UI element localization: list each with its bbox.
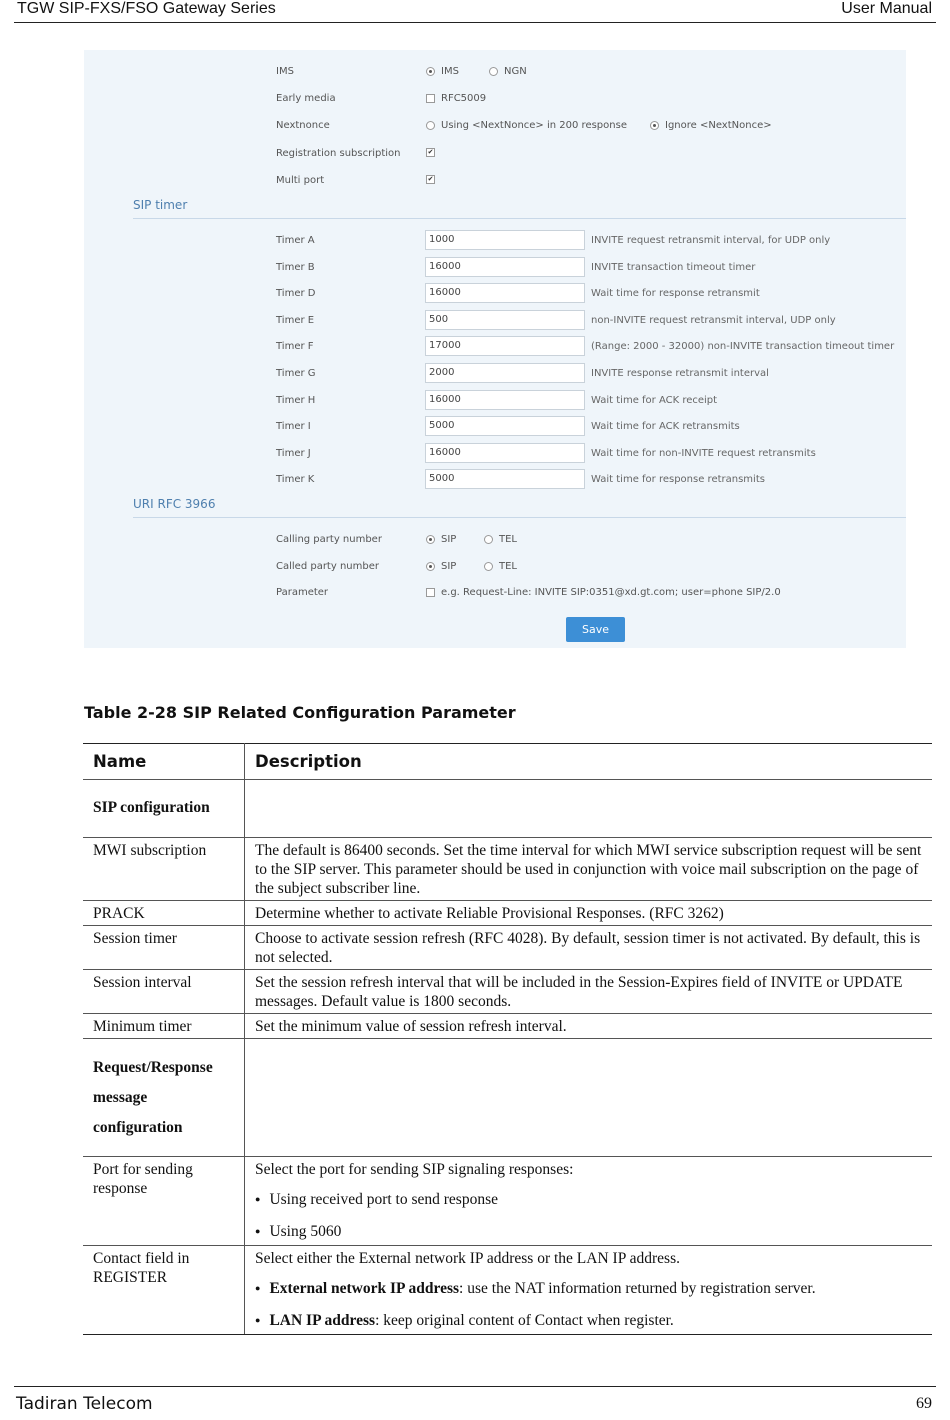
bullet-text: Using received port to send response	[269, 1191, 499, 1208]
timer-row	[84, 283, 906, 305]
timer-row	[84, 230, 906, 252]
radio-label: TEL	[499, 561, 517, 572]
timer-input[interactable]: 2000	[425, 363, 585, 383]
parameter-example: e.g. Request-Line: INVITE SIP:0351@xd.gt.com; user=phone SIP/2.0	[441, 587, 781, 598]
timer-row	[84, 310, 906, 332]
timer-input[interactable]: 5000	[425, 469, 585, 489]
timer-description: INVITE transaction timeout timer	[591, 261, 756, 273]
bullet-item	[255, 1311, 922, 1332]
checkbox-option[interactable]	[426, 148, 441, 157]
timer-label: Timer B	[276, 261, 315, 273]
footer-company: Tadiran Telecom	[16, 1394, 153, 1414]
save-button[interactable]: Save	[566, 617, 625, 642]
table-row	[83, 1014, 932, 1039]
uri-row	[84, 557, 906, 577]
timer-label: Timer A	[276, 235, 315, 246]
description-text: Select either the External network IP address or the LAN IP address.	[255, 1250, 680, 1267]
radio-button[interactable]	[484, 535, 493, 544]
param-name: Contact field in REGISTER	[83, 1246, 245, 1335]
radio-label: SIP	[441, 561, 457, 572]
param-description	[245, 1014, 933, 1039]
timer-row	[84, 257, 906, 279]
timer-label: Timer E	[276, 314, 315, 326]
param-name: Session timer	[83, 926, 245, 970]
bullet-content	[269, 1190, 498, 1209]
timer-input[interactable]: 500	[425, 310, 585, 330]
timer-row	[84, 416, 906, 438]
timer-description: INVITE response retransmit interval	[591, 368, 769, 379]
radio-label: NGN	[504, 66, 527, 77]
param-description	[245, 1246, 933, 1335]
timer-description: Wait time for response retransmits	[591, 474, 765, 486]
param-name: PRACK	[83, 901, 245, 926]
checkbox-label: RFC5009	[441, 93, 487, 104]
table-row	[83, 838, 932, 901]
option-row	[84, 89, 906, 109]
radio-label: Ignore <NextNonce>	[665, 120, 772, 131]
radio-option[interactable]	[650, 120, 772, 131]
option-row	[84, 116, 906, 136]
header-title: TGW SIP-FXS/FSO Gateway Series	[17, 0, 276, 17]
radio-button[interactable]	[489, 67, 498, 76]
description-text: Choose to activate session refresh (RFC 4028). By default, session timer is not activated. By default, this is not selected.	[255, 930, 921, 966]
timer-label: Timer J	[276, 447, 311, 459]
timer-input[interactable]: 16000	[425, 283, 585, 303]
timer-input[interactable]: 16000	[425, 443, 585, 463]
timer-row	[84, 390, 906, 412]
section-divider	[133, 218, 906, 219]
bullet-text: Using 5060	[269, 1223, 342, 1240]
param-description	[245, 970, 933, 1014]
bullet-content	[269, 1222, 341, 1241]
parameter-checkbox[interactable]	[426, 588, 435, 597]
uri-label: Called party number	[276, 561, 379, 572]
bullet-bold: LAN IP address	[269, 1312, 376, 1329]
radio-option[interactable]	[484, 534, 517, 545]
description-text: Determine whether to activate Reliable Provisional Responses. (RFC 3262)	[255, 905, 724, 922]
param-description	[245, 1157, 933, 1246]
timer-row	[84, 336, 906, 358]
table-header-row	[83, 744, 932, 780]
col-name-header: Name	[83, 744, 245, 780]
bullet-item	[255, 1222, 922, 1243]
table-group-row	[83, 1039, 932, 1157]
timer-description: Wait time for ACK retransmits	[591, 421, 740, 433]
parameter-table	[83, 743, 932, 1335]
timer-description: INVITE request retransmit interval, for UDP only	[591, 235, 831, 246]
timer-label: Timer F	[276, 341, 314, 353]
table-row	[83, 1246, 932, 1335]
timer-label: Timer D	[276, 288, 316, 300]
checkbox[interactable]: ✔	[427, 175, 434, 183]
option-row	[84, 171, 906, 191]
radio-button[interactable]	[426, 67, 435, 76]
radio-option[interactable]	[484, 561, 517, 572]
bullet-item	[255, 1279, 922, 1300]
timer-description: Wait time for response retransmit	[591, 288, 760, 300]
param-name: Port for sending response	[83, 1157, 245, 1246]
radio-button[interactable]	[426, 121, 435, 130]
option-row	[84, 144, 906, 164]
radio-button[interactable]	[650, 121, 659, 130]
radio-label: Using <NextNonce> in 200 response	[441, 120, 627, 131]
table-caption: Table 2-28 SIP Related Configuration Parameter	[84, 703, 516, 722]
uri-row	[84, 530, 906, 550]
param-name: MWI subscription	[83, 838, 245, 901]
radio-option[interactable]	[426, 120, 627, 131]
timer-input[interactable]: 5000	[425, 416, 585, 436]
timer-label: Timer H	[276, 394, 316, 406]
radio-label: SIP	[441, 534, 457, 545]
bullet-content	[269, 1311, 673, 1330]
timer-description: (Range: 2000 - 32000) non-INVITE transaction timeout timer	[591, 341, 895, 353]
option-label: Nextnonce	[276, 120, 330, 131]
table-row	[83, 1157, 932, 1246]
param-name: SIP configuration	[83, 780, 245, 838]
param-description	[245, 926, 933, 970]
param-name: Minimum timer	[83, 1014, 245, 1039]
timer-description: Wait time for non-INVITE request retransmits	[591, 447, 816, 459]
checkbox[interactable]	[426, 94, 435, 103]
description-text: Select the port for sending SIP signaling responses:	[255, 1161, 574, 1178]
timer-input[interactable]: 16000	[425, 257, 585, 277]
uri-label: Calling party number	[276, 534, 382, 545]
param-description	[245, 838, 933, 901]
timer-input[interactable]: 1000	[425, 230, 585, 250]
timer-row	[84, 363, 906, 385]
bullet-text: : keep original content of Contact when register.	[375, 1312, 674, 1329]
sip-timer-section-title: SIP timer	[133, 198, 188, 212]
header-manual: User Manual	[841, 0, 932, 17]
checkbox-option[interactable]	[426, 175, 441, 184]
parameter-label: Parameter	[276, 587, 329, 598]
timer-input[interactable]: 17000	[425, 336, 585, 356]
uri-section-title: URI RFC 3966	[133, 497, 216, 511]
option-label: Multi port	[276, 175, 325, 186]
radio-label: IMS	[441, 66, 459, 77]
timer-row	[84, 469, 906, 491]
param-description	[245, 780, 933, 838]
table-row	[83, 970, 932, 1014]
timer-label: Timer I	[276, 421, 311, 433]
bullet-text: : use the NAT information returned by registration server.	[459, 1280, 816, 1297]
timer-label: Timer K	[276, 474, 315, 486]
bullet-bold: External network IP address	[269, 1280, 460, 1297]
timer-label: Timer G	[276, 368, 316, 379]
page-header	[14, 0, 936, 23]
radio-button[interactable]	[426, 535, 435, 544]
radio-option[interactable]	[489, 66, 527, 77]
description-text: Set the session refresh interval that will be included in the Session-Expires field of INVITE or UPDATE messages. Default value is 1800 seconds.	[255, 974, 903, 1010]
timer-description: non-INVITE request retransmit interval, UDP only	[591, 314, 836, 326]
timer-description: Wait time for ACK receipt	[591, 394, 718, 406]
table-row	[83, 926, 932, 970]
page-footer	[14, 1386, 936, 1417]
param-description	[245, 1039, 933, 1157]
timer-row	[84, 443, 906, 465]
checkbox-option[interactable]	[426, 93, 486, 104]
radio-option[interactable]	[426, 561, 456, 572]
radio-button[interactable]	[426, 562, 435, 571]
description-text: The default is 86400 seconds. Set the time interval for which MWI service subscription request will be sent to the SIP server. This parameter should be used in conjunction with voice mail subscription on the page of the subject subscriber line.	[255, 842, 922, 897]
col-description-header: Description	[245, 744, 933, 780]
checkbox[interactable]: ✔	[427, 148, 434, 156]
option-label: Registration subscription	[276, 148, 401, 159]
param-description	[245, 901, 933, 926]
parameter-row	[84, 583, 906, 603]
option-label: Early media	[276, 93, 336, 104]
param-name: Session interval	[83, 970, 245, 1014]
timer-input[interactable]: 16000	[425, 390, 585, 410]
table-group-row	[83, 780, 932, 838]
radio-button[interactable]	[484, 562, 493, 571]
description-text: Set the minimum value of session refresh interval.	[255, 1018, 567, 1035]
page-number: 69	[916, 1395, 932, 1412]
table-row	[83, 901, 932, 926]
option-label: IMS	[276, 66, 294, 77]
section-divider	[133, 517, 906, 518]
radio-option[interactable]	[426, 534, 456, 545]
option-row	[84, 62, 906, 82]
sip-settings-screenshot	[84, 50, 906, 648]
param-name: Request/Response message configuration	[83, 1039, 245, 1157]
radio-option[interactable]	[426, 66, 459, 77]
bullet-item	[255, 1190, 922, 1211]
bullet-content	[269, 1279, 815, 1298]
parameter-control[interactable]	[426, 587, 781, 598]
radio-label: TEL	[499, 534, 517, 545]
